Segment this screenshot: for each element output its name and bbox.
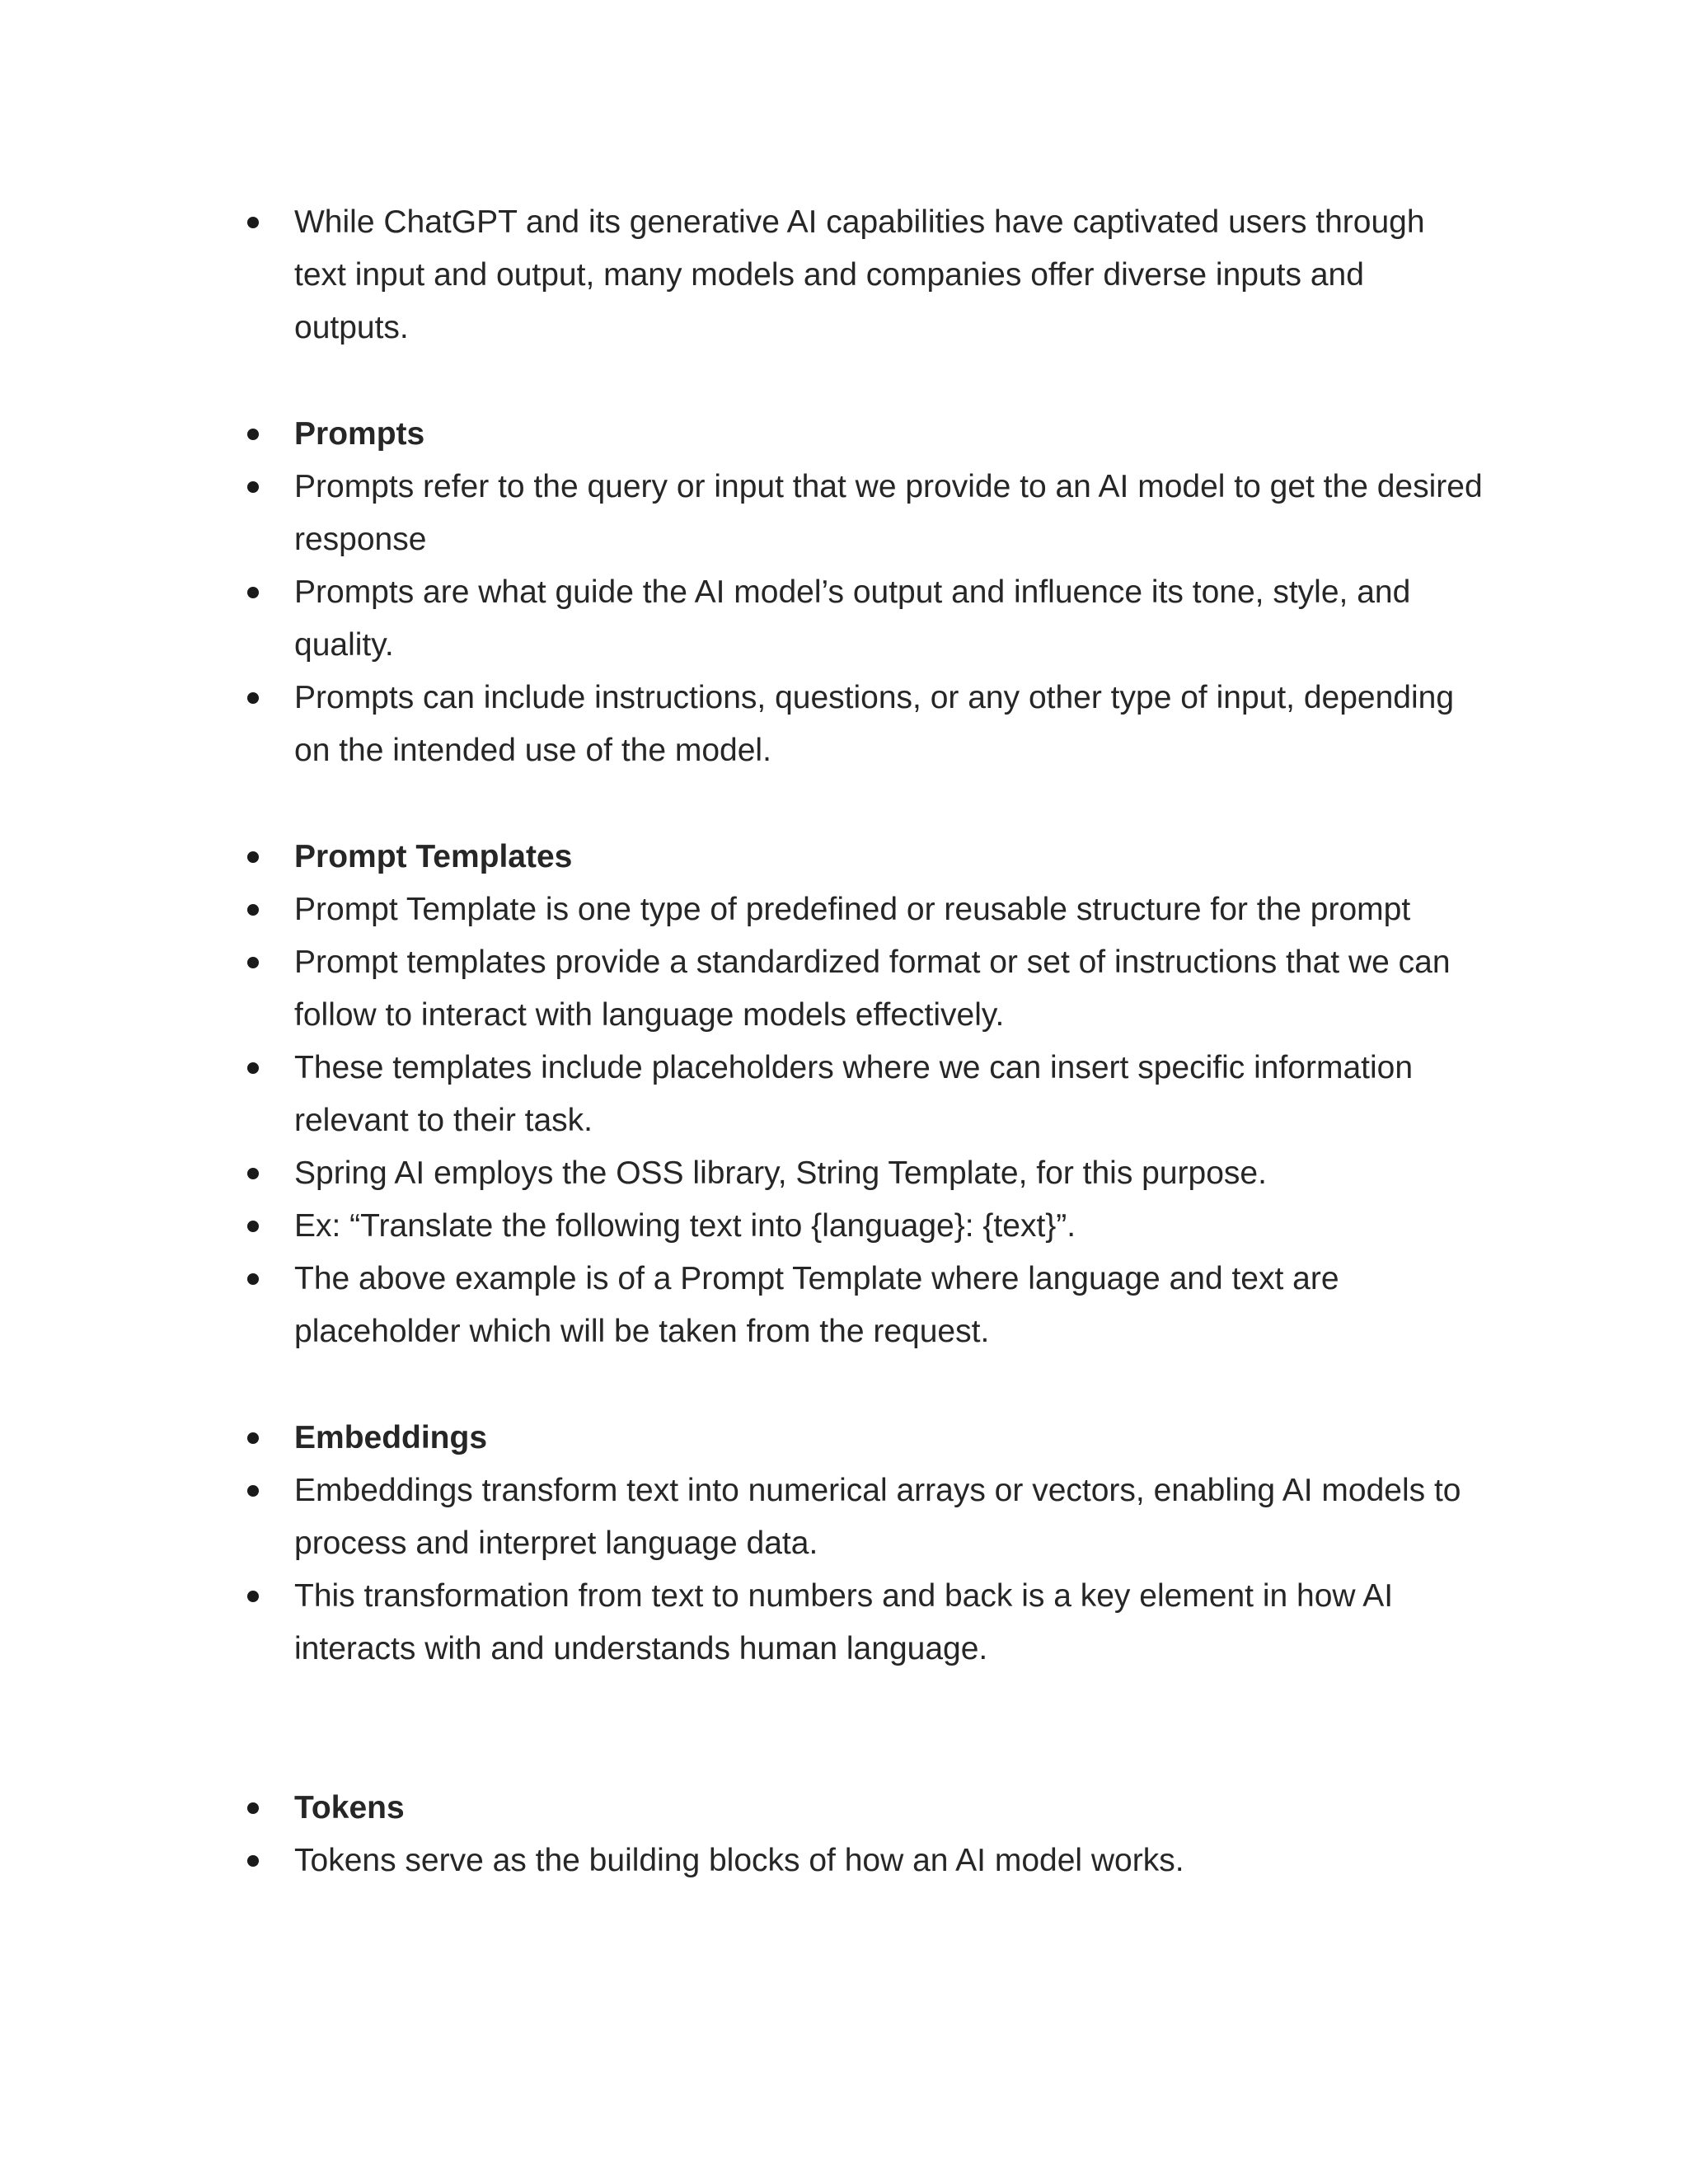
bullet-icon [247, 1432, 259, 1444]
section-heading-embeddings [247, 1412, 1484, 1465]
list-item-text: Ex: “Translate the following text into {language}: {text}”. [294, 1208, 1076, 1244]
bullet-icon [247, 1591, 259, 1602]
list-item-text: This transformation from text to numbers and back is a key element in how AI interacts with and understands human language. [294, 1578, 1394, 1666]
bullet-icon [247, 904, 259, 916]
list-item-text: Prompts can include instructions, questions, or any other type of input, depending on the intended use of the model. [294, 680, 1455, 768]
section-heading-text: Embeddings [294, 1420, 488, 1455]
list-item-text: Prompts are what guide the AI model’s output and influence its tone, style, and quality. [294, 574, 1411, 663]
bullet-icon [247, 587, 259, 598]
list-item-text: Spring AI employs the OSS library, String Template, for this purpose. [294, 1155, 1267, 1191]
section-heading-prompt-templates [247, 831, 1484, 883]
bullet-icon [247, 1485, 259, 1497]
list-item-text: Prompt templates provide a standardized format or set of instructions that we can follow to interact with language models effectively. [294, 944, 1451, 1033]
list-item [247, 1253, 1484, 1358]
section-heading-text: Tokens [294, 1790, 405, 1825]
list-item [247, 461, 1484, 566]
section-heading-text: Prompts [294, 416, 425, 452]
bullet-icon [247, 1168, 259, 1179]
bullet-icon [247, 1802, 259, 1814]
list-item-text: The above example is of a Prompt Template where language and text are placeholder which will be taken from the request. [294, 1261, 1339, 1349]
list-item [247, 936, 1484, 1042]
list-item [247, 1835, 1484, 1887]
list-item [247, 566, 1484, 672]
bullet-icon [247, 1855, 259, 1867]
list-item [247, 1570, 1484, 1675]
list-item-text: Prompts refer to the query or input that we provide to an AI model to get the desired response [294, 469, 1483, 557]
list-item-text: While ChatGPT and its generative AI capabilities have captivated users through text input and output, many models and companies offer diverse inputs and outputs. [294, 204, 1425, 345]
section-heading-text: Prompt Templates [294, 839, 573, 874]
bullet-icon [247, 957, 259, 968]
list-item [247, 1042, 1484, 1147]
list-item-text: Tokens serve as the building blocks of how an AI model works. [294, 1843, 1184, 1878]
list-item [247, 1465, 1484, 1570]
list-item [247, 1147, 1484, 1200]
bullet-list [247, 196, 1484, 1887]
bullet-icon [247, 1221, 259, 1232]
bullet-icon [247, 692, 259, 704]
list-item-intro [247, 196, 1484, 354]
list-item [247, 672, 1484, 777]
bullet-icon [247, 481, 259, 493]
section-heading-prompts [247, 408, 1484, 461]
bullet-icon [247, 1062, 259, 1074]
bullet-icon [247, 1273, 259, 1285]
bullet-icon [247, 851, 259, 863]
list-item-text: These templates include placeholders where we can insert specific information relevant to their task. [294, 1050, 1414, 1138]
list-item-text: Embeddings transform text into numerical arrays or vectors, enabling AI models to process and interpret language data. [294, 1473, 1461, 1561]
list-item-text: Prompt Template is one type of predefined or reusable structure for the prompt [294, 892, 1411, 927]
list-item [247, 883, 1484, 936]
bullet-icon [247, 217, 259, 228]
bullet-icon [247, 429, 259, 440]
list-item [247, 1200, 1484, 1253]
section-heading-tokens [247, 1782, 1484, 1835]
